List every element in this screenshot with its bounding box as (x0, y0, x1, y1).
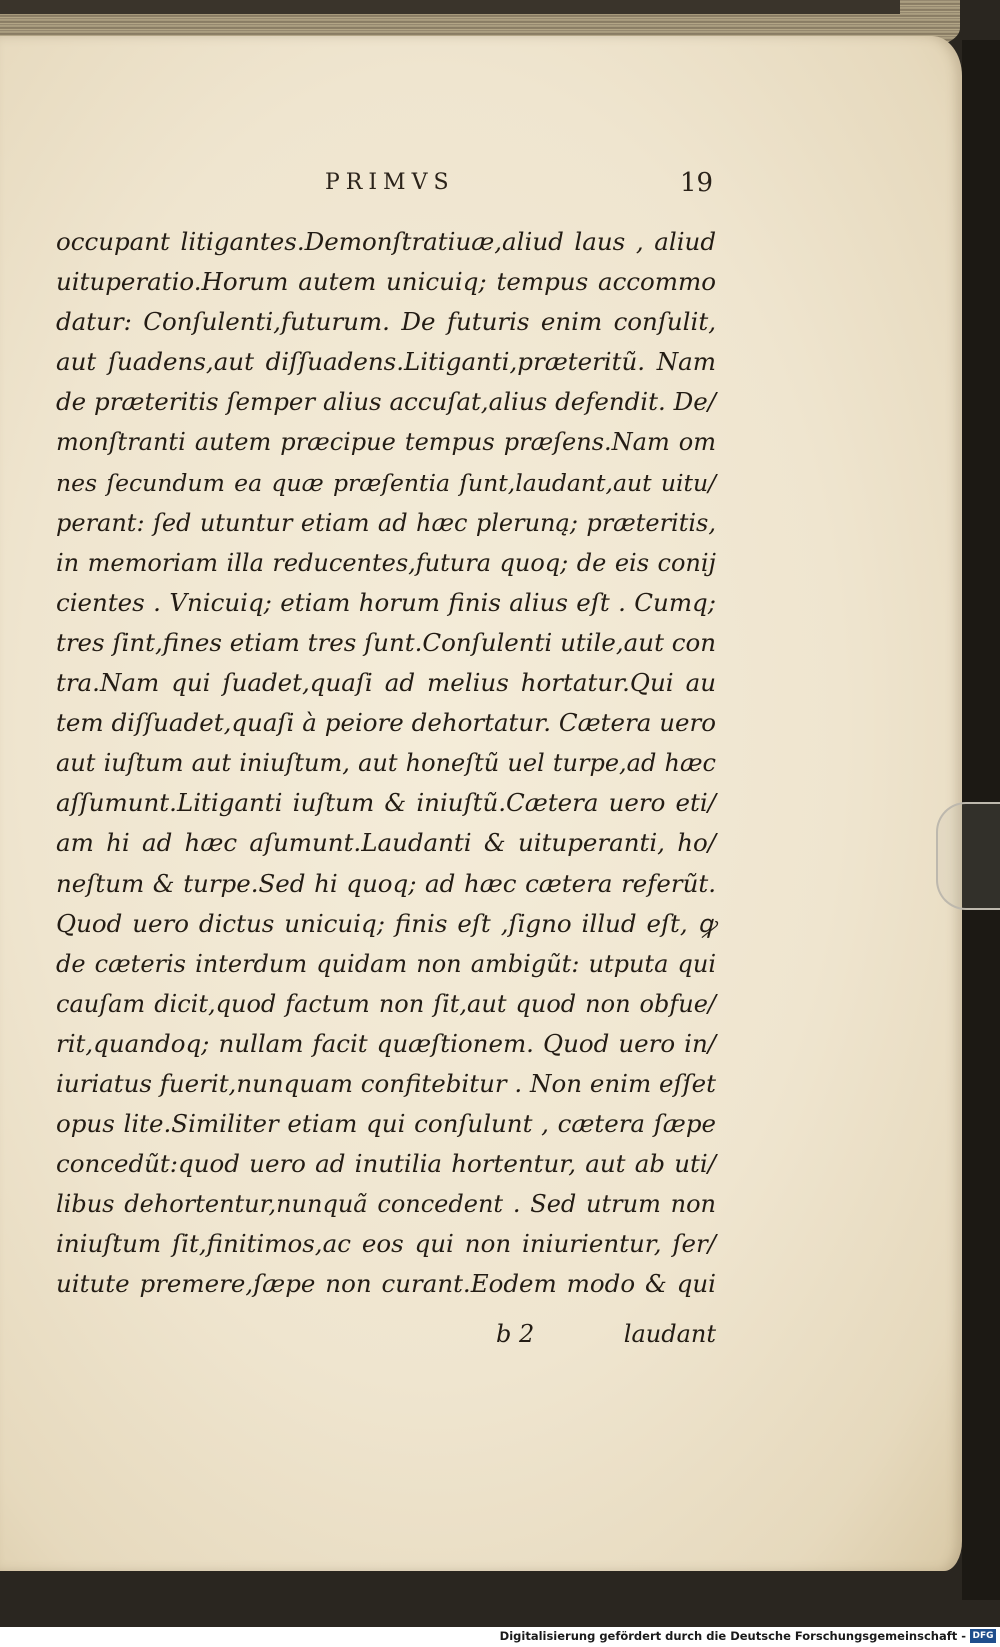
text-line: uituperatio.Horum autem unicuiq; tempus accommo (56, 267, 716, 297)
page-number: 19 (680, 168, 714, 198)
text-line: aut ſuadens,aut diſſuadens.Litiganti,præteritũ. Nam (56, 347, 716, 377)
text-line: datur: Conſulenti,futurum. De futuris enim conſulit, (56, 307, 716, 337)
text-line: de cæteris interdum quidam non ambigũt: utputa qui (56, 949, 716, 978)
page-clip-mark (936, 802, 1000, 910)
digitization-credit-bar (0, 1627, 1000, 1647)
text-line: in memoriam illa reducentes,futura quoq; de eis conij (56, 548, 716, 577)
dfg-logo: DFG (970, 1629, 996, 1643)
text-line: libus dehortentur,nunquã concedent . Sed utrum non (56, 1190, 716, 1219)
text-line: cientes . Vnicuiq; etiam horum finis alius eſt . Cumq; (56, 587, 716, 617)
text-line: monſtranti autem præcipue tempus præſens.Nam om (56, 428, 716, 457)
text-line: opus lite.Similiter etiam qui conſulunt , cætera ſæpe (56, 1109, 716, 1139)
text-line: iuriatus fuerit,nunquam confitebitur . Non enim eſſet (56, 1068, 716, 1098)
text-line: nes ſecundum ea quæ præſentia ſunt,laudant,aut uitu/ (56, 468, 716, 497)
binding-shadow (0, 0, 900, 14)
text-line: de præteritis ſemper alius accuſat,alius defendit. De/ (56, 387, 716, 417)
text-line: perant: ſed utuntur etiam ad hæc pleruną; præteritis, (56, 508, 716, 537)
text-line: aſſumunt.Litiganti iuſtum & iniuſtũ.Cætera uero eti/ (56, 788, 716, 818)
running-head: PRIMVS (325, 170, 455, 195)
text-line: Quod uero dictus unicuiq; finis eſt ,ſigno illud eſt, ꝙ (56, 908, 716, 938)
text-line: cauſam dicit,quod factum non ſit,aut quod non obfue/ (56, 989, 716, 1018)
text-line: iniuſtum ſit,finitimos,ac eos qui non iniurientur, ſer/ (56, 1229, 716, 1259)
digitization-credit: Digitalisierung gefördert durch die Deutsche Forschungsgemeinschaft - (499, 1629, 966, 1643)
catchword: laudant (623, 1320, 716, 1348)
text-line: tres ſint,fines etiam tres ſunt.Conſulenti utile,aut con (56, 627, 716, 657)
text-line: rit,quandoq; nullam facit quæſtionem. Quod uero in/ (56, 1028, 716, 1058)
text-line: concedũt:quod uero ad inutilia hortentur, aut ab uti/ (56, 1149, 716, 1179)
text-line: neſtum & turpe.Sed hi quoq; ad hæc cætera referũt. (56, 868, 716, 898)
text-line: tem diſſuadet,quaſi à peiore dehortatur. Cætera uero (56, 708, 716, 738)
text-line: am hi ad hæc aſumunt.Laudanti & uituperanti, ho/ (56, 828, 716, 858)
signature-mark: b 2 (496, 1320, 535, 1348)
text-line: aut iuſtum aut iniuſtum, aut honeſtũ uel turpe,ad hæc (56, 749, 716, 778)
page-header (0, 168, 962, 208)
text-line: uitute premere,ſæpe non curant.Eodem modo & qui (56, 1269, 716, 1299)
body-text (56, 222, 716, 1305)
text-line: occupant litigantes.Demonſtratiuæ,aliud laus , aliud (56, 227, 716, 256)
page-footer (56, 1320, 716, 1360)
text-line: tra.Nam qui ſuadet,quaſi ad melius hortatur.Qui au (56, 668, 716, 698)
